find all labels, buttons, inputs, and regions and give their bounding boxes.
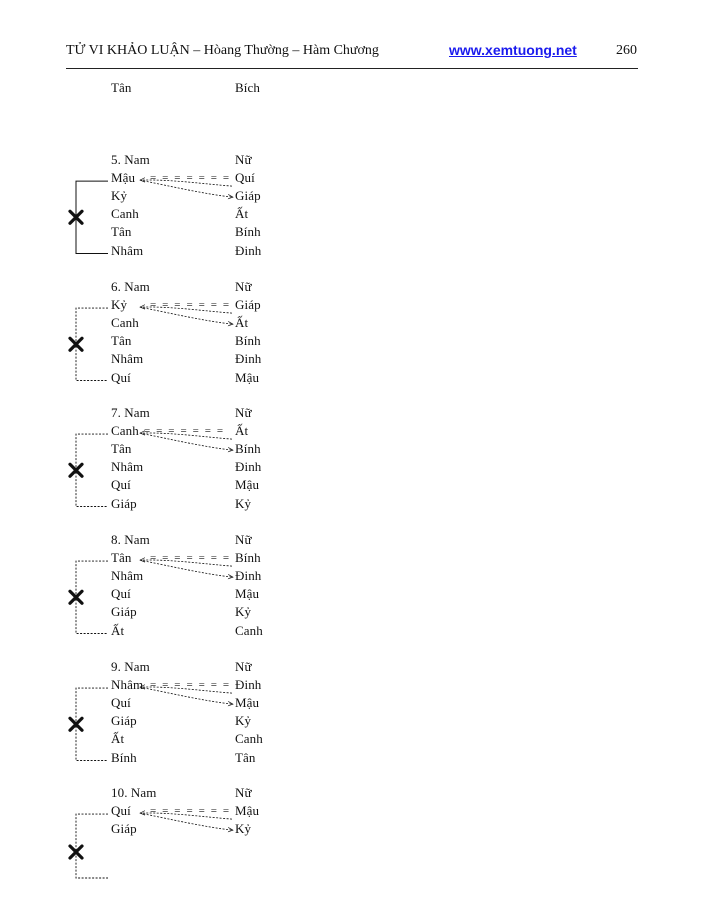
male-stem: Ất <box>111 622 125 638</box>
female-stem: Bính <box>235 224 261 240</box>
male-stem: Quí <box>111 695 131 711</box>
male-stem: Nhâm <box>111 242 144 258</box>
equals-sign: = = = = = = = <box>150 299 231 312</box>
female-stem: Kỷ <box>235 495 252 511</box>
female-stem: Đinh <box>235 242 262 258</box>
group-heading-female: Nữ <box>235 659 252 674</box>
male-stem: Nhâm <box>111 568 144 584</box>
male-stem: Tân <box>111 224 132 240</box>
female-stem: Canh <box>235 731 263 747</box>
male-stem: Giáp <box>111 495 137 511</box>
male-stem: Ất <box>111 731 125 747</box>
group-heading-female: Nữ <box>235 279 252 294</box>
male-stem: Canh <box>111 206 139 222</box>
male-stem: Nhâm <box>111 351 144 367</box>
bracket-line <box>76 561 108 633</box>
group-heading-male: 5. Nam <box>111 152 150 167</box>
male-stem: Kỷ <box>111 188 128 204</box>
group-heading-female: Nữ <box>235 532 252 547</box>
male-stem: Mậu <box>111 170 136 186</box>
male-stem: Nhâm <box>111 677 144 693</box>
female-stem: Mậu <box>235 695 260 711</box>
male-stem: Tân <box>111 441 132 457</box>
female-stem: Đinh <box>235 459 262 475</box>
male-stem: Giáp <box>111 821 137 837</box>
female-stem: Ất <box>235 423 249 439</box>
female-stem: Bính <box>235 550 261 566</box>
male-stem: Bính <box>111 749 137 765</box>
female-stem: Bính <box>235 441 261 457</box>
female-stem: Canh <box>235 622 263 638</box>
male-stem: Quí <box>111 369 131 385</box>
male-stem: Canh <box>111 423 139 439</box>
top-male: Tân <box>111 80 132 95</box>
equals-sign: = = = = = = = <box>150 552 231 565</box>
male-stem: Tân <box>111 550 132 566</box>
group-heading-female: Nữ <box>235 152 252 167</box>
equals-sign: = = = = = = = <box>150 679 231 692</box>
group-heading-male: 7. Nam <box>111 405 150 420</box>
female-stem: Kỷ <box>235 604 252 620</box>
female-stem: Đinh <box>235 677 262 693</box>
female-stem: Giáp <box>235 188 261 204</box>
female-stem: Mậu <box>235 586 260 602</box>
group-heading-male: 10. Nam <box>111 785 157 800</box>
bracket-line <box>76 434 108 506</box>
bracket-line <box>76 688 108 760</box>
equals-sign: = = = = = = = <box>150 172 231 185</box>
female-stem: Mậu <box>235 803 260 819</box>
female-stem: Ất <box>235 206 249 222</box>
header-title: TỬ VI KHẢO LUẬN – Hòang Thường – Hàm Chương <box>66 43 379 58</box>
female-stem: Đinh <box>235 351 262 367</box>
top-female: Bích <box>235 80 260 95</box>
female-stem: Đinh <box>235 568 262 584</box>
male-stem: Canh <box>111 315 139 331</box>
bracket-line <box>76 181 108 253</box>
equals-sign: = = = = = = = <box>150 805 231 818</box>
female-stem: Quí <box>235 170 255 186</box>
female-stem: Ất <box>235 315 249 331</box>
group-heading-female: Nữ <box>235 405 252 420</box>
group-heading-female: Nữ <box>235 785 252 800</box>
page-number: 260 <box>616 43 637 58</box>
group-heading-male: 8. Nam <box>111 532 150 547</box>
male-stem: Quí <box>111 477 131 493</box>
male-stem: Nhâm <box>111 459 144 475</box>
group-heading-male: 9. Nam <box>111 659 150 674</box>
male-stem: Quí <box>111 803 131 819</box>
male-stem: Giáp <box>111 604 137 620</box>
female-stem: Mậu <box>235 477 260 493</box>
site-link[interactable]: www.xemtuong.net <box>449 42 577 58</box>
female-stem: Mậu <box>235 369 260 385</box>
female-stem: Kỷ <box>235 821 252 837</box>
bracket-line <box>76 308 108 380</box>
female-stem: Giáp <box>235 297 261 313</box>
equals-sign: = = = = = = = <box>144 425 225 438</box>
female-stem: Tân <box>235 749 256 765</box>
female-stem: Bính <box>235 333 261 349</box>
male-stem: Quí <box>111 586 131 602</box>
female-stem: Kỷ <box>235 713 252 729</box>
male-stem: Kỷ <box>111 297 128 313</box>
male-stem: Tân <box>111 333 132 349</box>
group-heading-male: 6. Nam <box>111 279 150 294</box>
male-stem: Giáp <box>111 713 137 729</box>
